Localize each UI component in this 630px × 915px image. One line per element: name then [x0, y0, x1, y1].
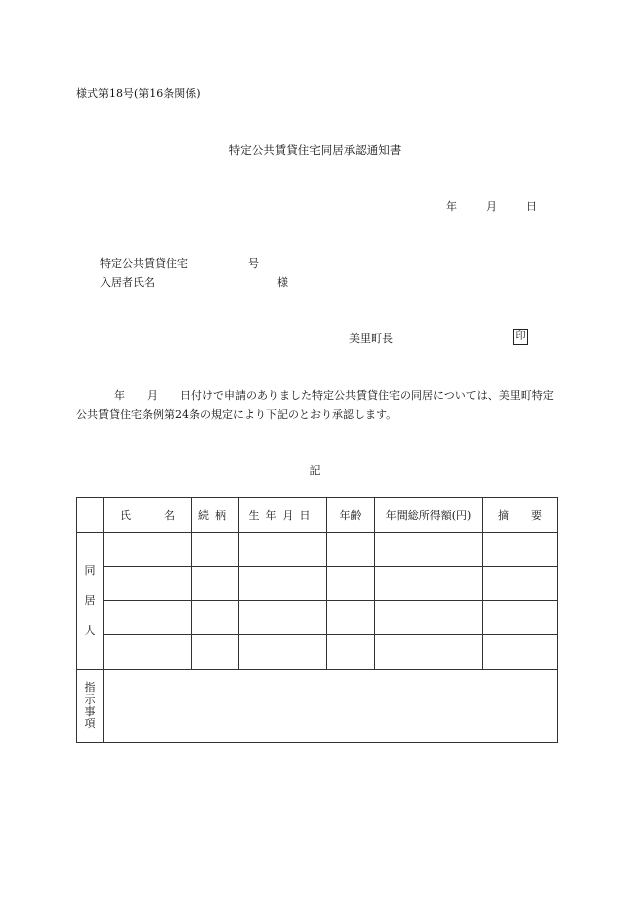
- header-relation: 続柄: [192, 498, 239, 533]
- instructions-label: 指示事項: [84, 680, 96, 730]
- table-row: [77, 601, 558, 635]
- cell-relation[interactable]: [192, 601, 239, 635]
- cell-income[interactable]: [375, 635, 483, 669]
- tenant-line: [100, 274, 288, 290]
- header-age: 年齢: [327, 498, 375, 533]
- cell-birthdate[interactable]: [239, 567, 327, 601]
- instructions-row: [77, 669, 558, 742]
- cell-age[interactable]: [327, 635, 375, 669]
- cell-birthdate[interactable]: [239, 601, 327, 635]
- cell-remarks[interactable]: [483, 635, 558, 669]
- note-mark: 記: [309, 464, 321, 477]
- instructions-cell[interactable]: [104, 669, 558, 742]
- sender-name: 美里町長: [349, 332, 393, 345]
- date-line: [446, 198, 537, 214]
- cell-name[interactable]: [104, 533, 192, 567]
- cell-relation[interactable]: [192, 567, 239, 601]
- honorific: 様: [277, 276, 288, 289]
- body-text: 日付けで申請のありました特定公共賃貸住宅の同居については、美里町特定公共賃貸住宅条例第24条の規定により下記のとおり承認します。: [76, 389, 554, 421]
- body-year-label: 年: [114, 389, 125, 402]
- header-blank: [77, 498, 104, 533]
- cell-income[interactable]: [375, 533, 483, 567]
- cell-age[interactable]: [327, 601, 375, 635]
- form-number: 様式第18号(第16条関係): [76, 87, 201, 100]
- cohabitant-label-cell: [77, 533, 104, 670]
- header-remarks: 摘 要: [483, 498, 558, 533]
- cell-birthdate[interactable]: [239, 533, 327, 567]
- table-row: [77, 635, 558, 669]
- cell-name[interactable]: [104, 601, 192, 635]
- table-row: [77, 533, 558, 567]
- document-title: 特定公共賃貸住宅同居承認通知書: [228, 143, 402, 157]
- cell-remarks[interactable]: [483, 601, 558, 635]
- housing-label: 特定公共賃貸住宅: [100, 257, 188, 270]
- housing-number-suffix: 号: [248, 257, 259, 270]
- body-paragraph: [76, 386, 554, 424]
- cell-age[interactable]: [327, 533, 375, 567]
- cell-name[interactable]: [104, 635, 192, 669]
- housing-line: [100, 255, 259, 271]
- seal-mark: 印: [513, 329, 528, 345]
- table-row: [77, 567, 558, 601]
- tenant-name-label: 入居者氏名: [100, 276, 155, 289]
- instructions-label-cell: [77, 669, 104, 742]
- body-month-label: 月: [147, 389, 158, 402]
- cell-income[interactable]: [375, 601, 483, 635]
- cell-birthdate[interactable]: [239, 635, 327, 669]
- cohabitant-table: [76, 497, 558, 743]
- cell-remarks[interactable]: [483, 533, 558, 567]
- cell-relation[interactable]: [192, 533, 239, 567]
- cell-relation[interactable]: [192, 635, 239, 669]
- header-income: 年間総所得額(円): [375, 498, 483, 533]
- date-day-label: 日: [526, 200, 537, 213]
- cell-age[interactable]: [327, 567, 375, 601]
- header-name: 氏 名: [104, 498, 192, 533]
- date-year-label: 年: [446, 200, 457, 213]
- cell-name[interactable]: [104, 567, 192, 601]
- header-birthdate: 生年月日: [239, 498, 327, 533]
- date-month-label: 月: [486, 200, 497, 213]
- cell-income[interactable]: [375, 567, 483, 601]
- cohabitant-label: 同居人: [84, 564, 96, 637]
- cell-remarks[interactable]: [483, 567, 558, 601]
